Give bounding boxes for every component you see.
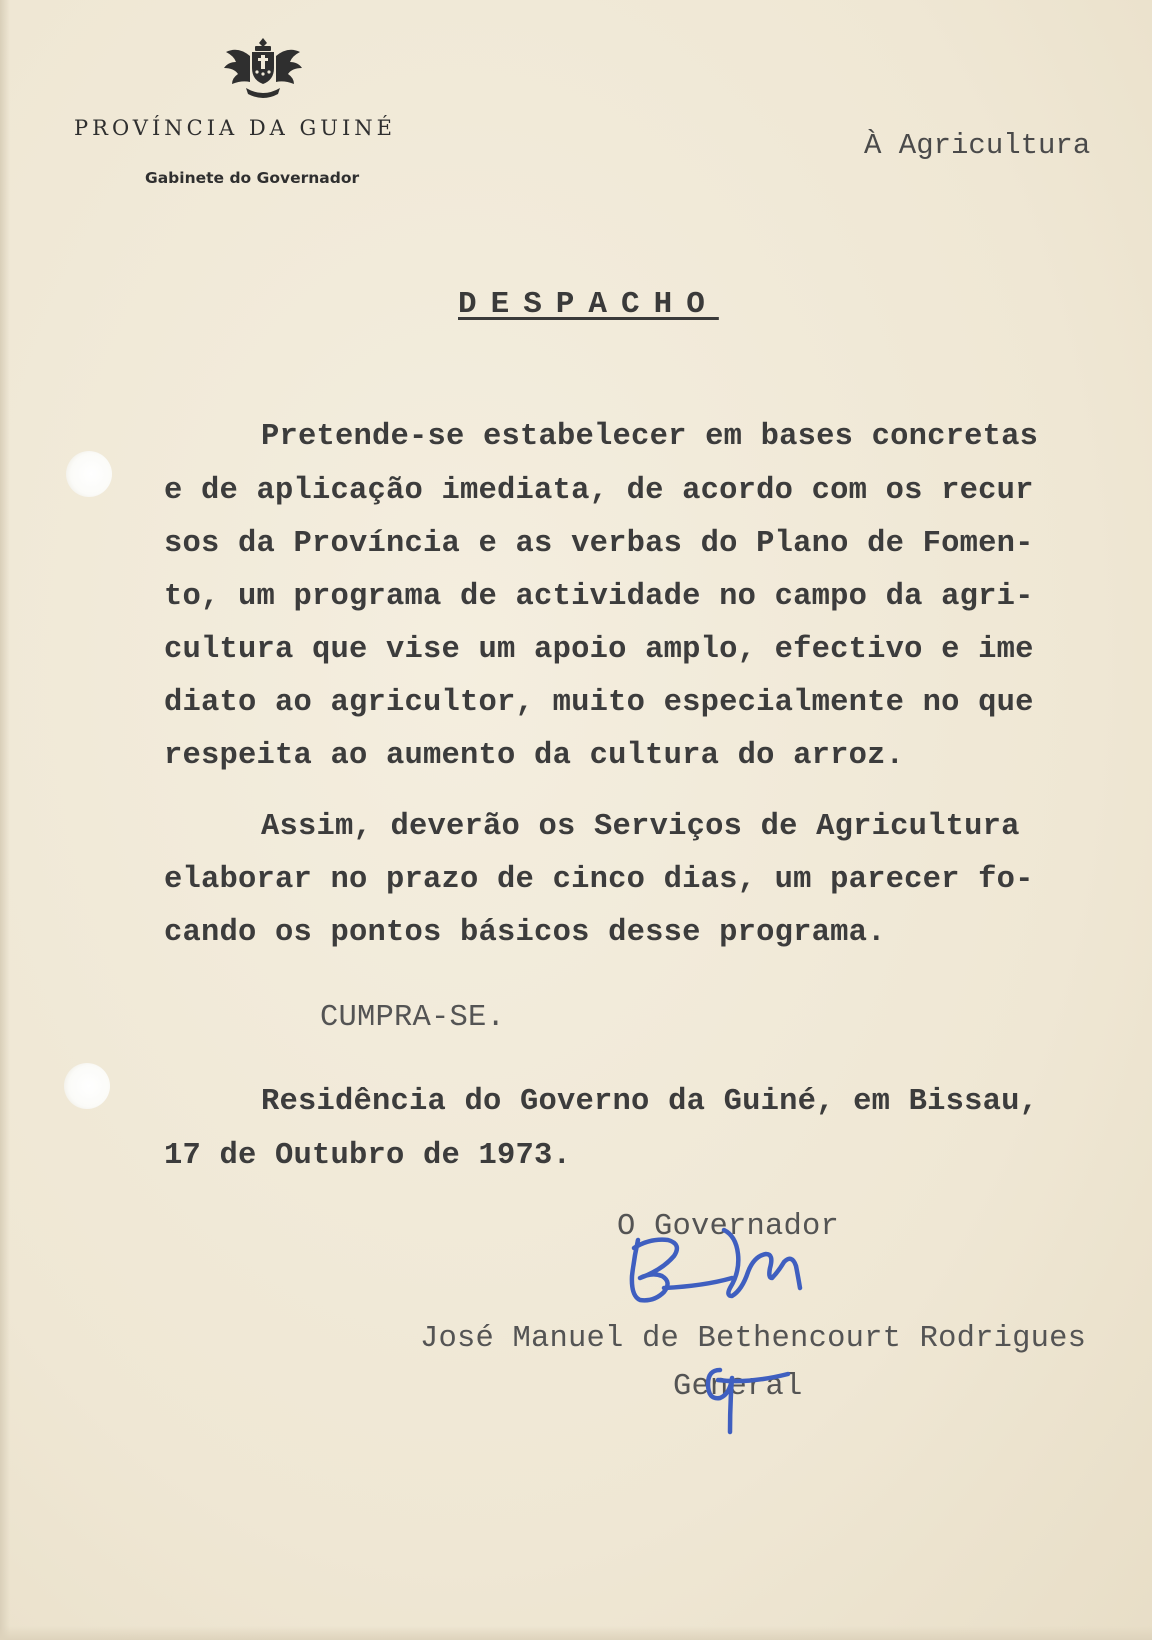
page-edge-shadow xyxy=(0,0,10,1640)
date-line: 17 de Outubro de 1973. xyxy=(164,1139,572,1173)
coat-of-arms-icon xyxy=(222,34,304,102)
order-text: CUMPRA-SE. xyxy=(320,1001,506,1035)
province-heading: PROVÍNCIA DA GUINÉ xyxy=(74,116,396,140)
paragraph1-line: sos da Província e as verbas do Plano de Fomen- xyxy=(164,527,1034,561)
document-title: DESPACHO xyxy=(458,287,719,322)
signatory-rank: General xyxy=(673,1370,803,1404)
handwritten-signature xyxy=(620,1200,900,1460)
addressee: À Agricultura xyxy=(864,129,1091,162)
paragraph1-line: e de aplicação imediata, de acordo com os recur xyxy=(164,474,1034,508)
page-bottom-edge xyxy=(0,1626,1152,1640)
paragraph2-line: Assim, deverão os Serviços de Agricultura xyxy=(261,810,1020,844)
paragraph1-line: diato ao agricultor, muito especialmente no que xyxy=(164,686,1034,720)
paragraph1-line: cultura que vise um apoio amplo, efectivo e ime xyxy=(164,633,1034,667)
place-line: Residência do Governo da Guiné, em Bissau, xyxy=(261,1085,1039,1119)
office-subheading: Gabinete do Governador xyxy=(145,169,360,187)
punch-hole-bottom xyxy=(64,1063,110,1109)
paragraph1-line: respeita ao aumento da cultura do arroz. xyxy=(164,739,905,773)
signatory-name: José Manuel de Bethencourt Rodrigues xyxy=(420,1322,1087,1356)
paragraph1-line: Pretende-se estabelecer em bases concretas xyxy=(261,420,1039,454)
paragraph1-line: to, um programa de actividade no campo da agri- xyxy=(164,580,1034,614)
punch-hole-top xyxy=(66,451,112,497)
paragraph2-line: elaborar no prazo de cinco dias, um parecer fo- xyxy=(164,863,1034,897)
signature-role: O Governador xyxy=(617,1210,840,1244)
paragraph2-line: cando os pontos básicos desse programa. xyxy=(164,916,886,950)
